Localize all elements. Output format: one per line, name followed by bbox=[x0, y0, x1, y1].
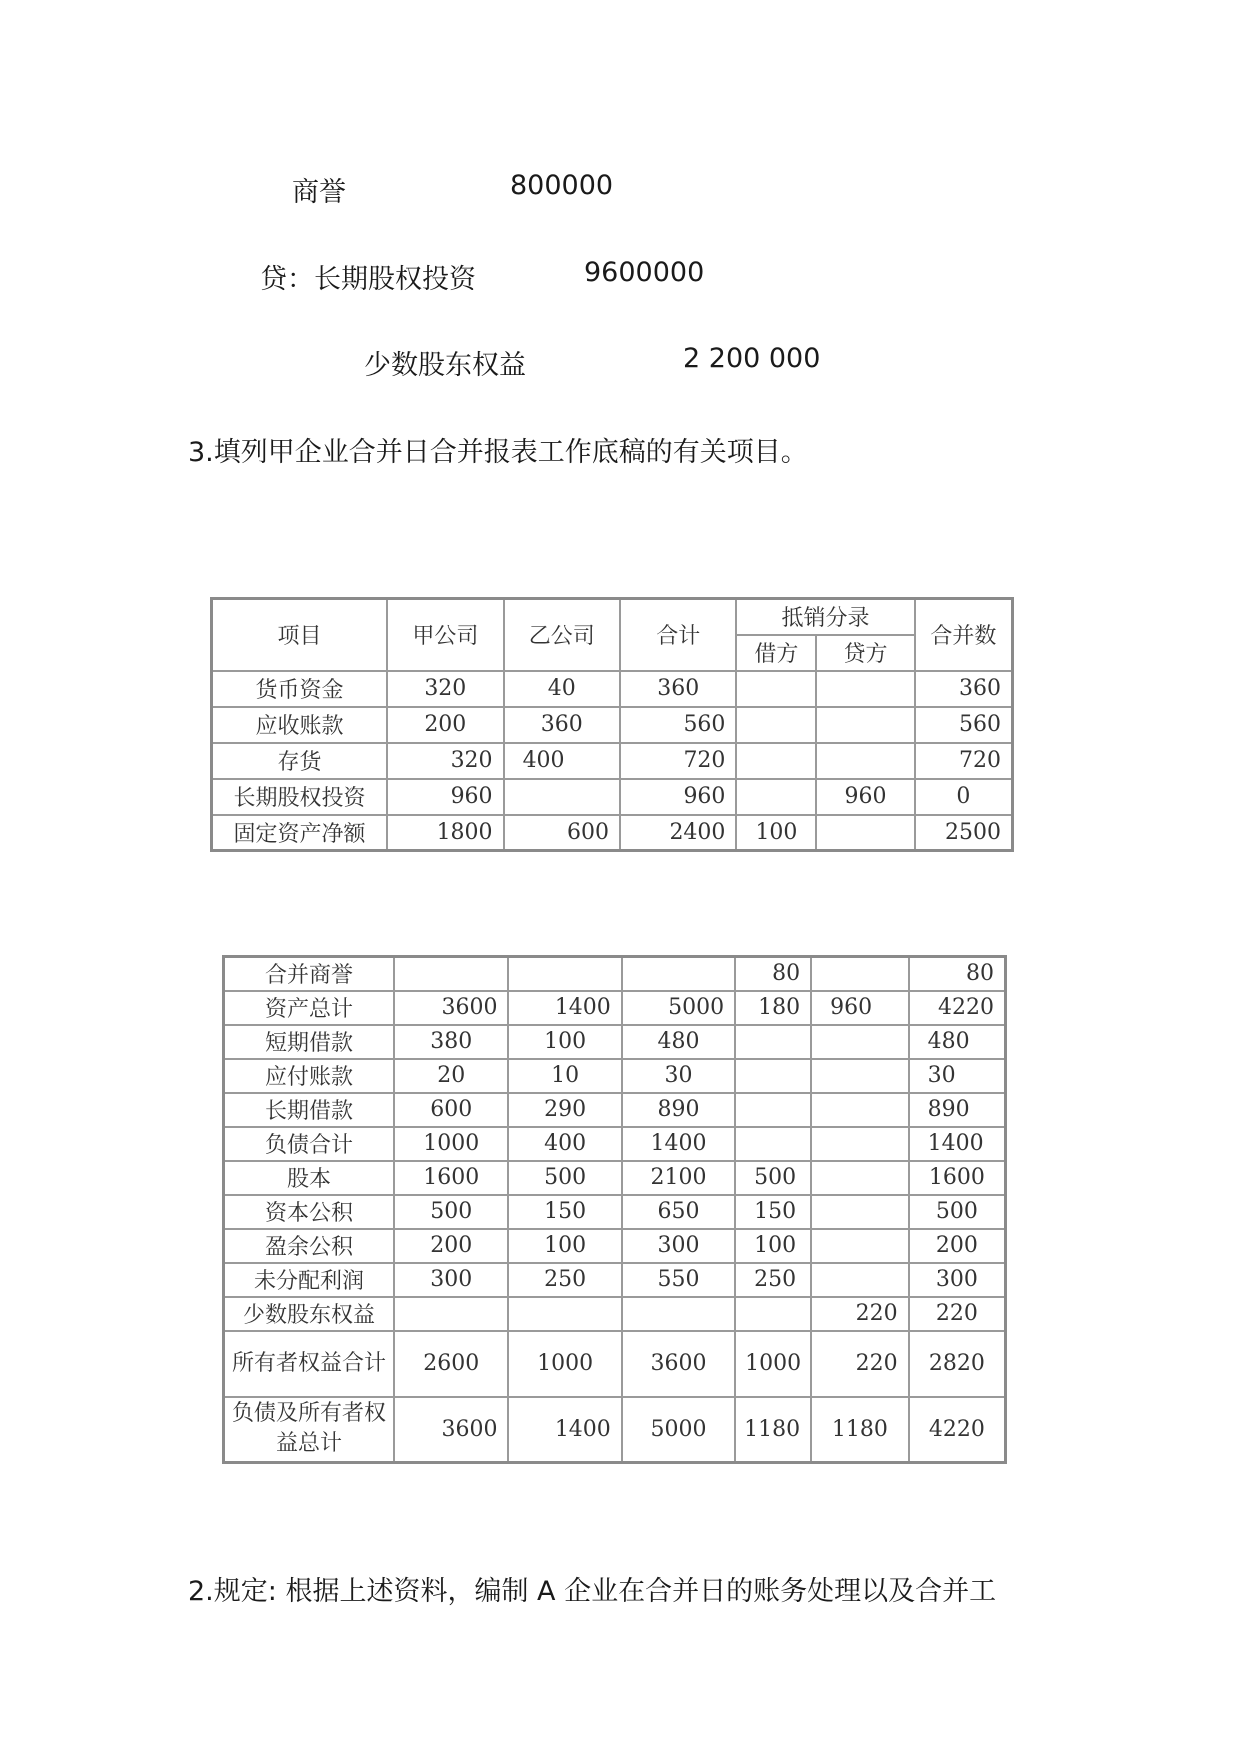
row-label-cell: 未分配利润 bbox=[224, 1263, 395, 1297]
header-company-a: 甲公司 bbox=[387, 599, 503, 671]
value-cell: 400 bbox=[504, 743, 620, 779]
table-row bbox=[212, 671, 1013, 707]
value-cell: 220 bbox=[811, 1297, 909, 1331]
value-cell: 890 bbox=[909, 1093, 1006, 1127]
value-cell bbox=[811, 1161, 909, 1195]
value-cell bbox=[811, 1195, 909, 1229]
credit-lti-amount: 9600000 bbox=[584, 257, 705, 288]
value-cell: 1600 bbox=[909, 1161, 1006, 1195]
value-cell bbox=[622, 957, 735, 991]
value-cell: 30 bbox=[909, 1059, 1006, 1093]
value-cell: 100 bbox=[508, 1229, 621, 1263]
value-cell bbox=[394, 957, 508, 991]
value-cell bbox=[816, 815, 914, 851]
value-cell: 180 bbox=[735, 991, 811, 1025]
value-cell: 500 bbox=[735, 1161, 811, 1195]
table-row bbox=[224, 1229, 1006, 1263]
value-cell: 2600 bbox=[394, 1331, 508, 1397]
row-label-cell: 固定资产净额 bbox=[212, 815, 388, 851]
value-cell bbox=[735, 1025, 811, 1059]
worksheet-table-bottom bbox=[222, 955, 1007, 1464]
value-cell: 720 bbox=[915, 743, 1013, 779]
value-cell: 320 bbox=[387, 743, 503, 779]
value-cell: 1180 bbox=[811, 1397, 909, 1463]
value-cell: 200 bbox=[394, 1229, 508, 1263]
goodwill-label: 商誉 bbox=[292, 177, 346, 208]
table-row bbox=[224, 1127, 1006, 1161]
value-cell: 200 bbox=[909, 1229, 1006, 1263]
value-cell: 960 bbox=[620, 779, 736, 815]
table-row bbox=[224, 1025, 1006, 1059]
value-cell bbox=[816, 671, 914, 707]
value-cell bbox=[508, 957, 621, 991]
value-cell: 80 bbox=[735, 957, 811, 991]
value-cell: 360 bbox=[620, 671, 736, 707]
table-row bbox=[212, 815, 1013, 851]
value-cell bbox=[811, 1229, 909, 1263]
value-cell bbox=[736, 779, 816, 815]
value-cell: 3600 bbox=[394, 1397, 508, 1463]
value-cell bbox=[736, 671, 816, 707]
value-cell: 20 bbox=[394, 1059, 508, 1093]
table-row bbox=[224, 1093, 1006, 1127]
value-cell: 1400 bbox=[622, 1127, 735, 1161]
header-total: 合计 bbox=[620, 599, 736, 671]
header-debit: 借方 bbox=[736, 635, 816, 671]
value-cell: 80 bbox=[909, 957, 1006, 991]
value-cell: 480 bbox=[622, 1025, 735, 1059]
value-cell: 300 bbox=[909, 1263, 1006, 1297]
value-cell bbox=[811, 1059, 909, 1093]
value-cell: 960 bbox=[387, 779, 503, 815]
value-cell: 480 bbox=[909, 1025, 1006, 1059]
row-label-cell: 应付账款 bbox=[224, 1059, 395, 1093]
value-cell bbox=[816, 743, 914, 779]
minority-label: 少数股东权益 bbox=[364, 350, 526, 381]
value-cell bbox=[735, 1127, 811, 1161]
value-cell: 100 bbox=[508, 1025, 621, 1059]
value-cell: 100 bbox=[736, 815, 816, 851]
value-cell: 2500 bbox=[915, 815, 1013, 851]
credit-lti-label: 贷：长期股权投资 bbox=[260, 264, 476, 295]
row-label-cell: 负债及所有者权益总计 bbox=[224, 1397, 395, 1463]
value-cell: 150 bbox=[508, 1195, 621, 1229]
value-cell: 1600 bbox=[394, 1161, 508, 1195]
instruction-3: 3.填列甲企业合并日合并报表工作底稿的有关项目。 bbox=[188, 437, 808, 468]
value-cell bbox=[735, 1297, 811, 1331]
table-row bbox=[224, 1195, 1006, 1229]
header-company-b: 乙公司 bbox=[504, 599, 620, 671]
value-cell bbox=[811, 1127, 909, 1161]
table-row bbox=[212, 707, 1013, 743]
value-cell: 290 bbox=[508, 1093, 621, 1127]
value-cell bbox=[394, 1297, 508, 1331]
value-cell: 10 bbox=[508, 1059, 621, 1093]
value-cell: 380 bbox=[394, 1025, 508, 1059]
value-cell: 320 bbox=[387, 671, 503, 707]
table-row bbox=[224, 1059, 1006, 1093]
table-row bbox=[224, 991, 1006, 1025]
header-credit: 贷方 bbox=[816, 635, 914, 671]
row-label-cell: 长期借款 bbox=[224, 1093, 395, 1127]
table-row bbox=[224, 957, 1006, 991]
table-row bbox=[224, 1297, 1006, 1331]
row-label-cell: 负债合计 bbox=[224, 1127, 395, 1161]
value-cell: 960 bbox=[816, 779, 914, 815]
value-cell: 1400 bbox=[508, 1397, 621, 1463]
value-cell: 360 bbox=[504, 707, 620, 743]
value-cell bbox=[816, 707, 914, 743]
value-cell: 560 bbox=[620, 707, 736, 743]
value-cell: 960 bbox=[811, 991, 909, 1025]
minority-amount: 2 200 000 bbox=[683, 343, 821, 374]
value-cell: 1180 bbox=[735, 1397, 811, 1463]
table-row bbox=[224, 1331, 1006, 1397]
value-cell bbox=[811, 957, 909, 991]
value-cell: 5000 bbox=[622, 1397, 735, 1463]
table-row bbox=[224, 1161, 1006, 1195]
header-consolidated: 合并数 bbox=[915, 599, 1013, 671]
value-cell: 720 bbox=[620, 743, 736, 779]
value-cell: 300 bbox=[394, 1263, 508, 1297]
goodwill-amount: 800000 bbox=[510, 170, 614, 201]
value-cell: 1400 bbox=[508, 991, 621, 1025]
value-cell bbox=[504, 779, 620, 815]
value-cell bbox=[508, 1297, 621, 1331]
value-cell: 360 bbox=[915, 671, 1013, 707]
row-label-cell: 应收账款 bbox=[212, 707, 388, 743]
value-cell: 250 bbox=[508, 1263, 621, 1297]
table-row bbox=[212, 779, 1013, 815]
table-row bbox=[224, 1397, 1006, 1463]
value-cell: 3600 bbox=[394, 991, 508, 1025]
value-cell bbox=[811, 1263, 909, 1297]
value-cell: 500 bbox=[394, 1195, 508, 1229]
value-cell: 3600 bbox=[622, 1331, 735, 1397]
row-label-cell: 货币资金 bbox=[212, 671, 388, 707]
value-cell: 1800 bbox=[387, 815, 503, 851]
row-label-cell: 合并商誉 bbox=[224, 957, 395, 991]
row-label-cell: 资本公积 bbox=[224, 1195, 395, 1229]
value-cell: 600 bbox=[394, 1093, 508, 1127]
value-cell: 600 bbox=[504, 815, 620, 851]
value-cell: 1000 bbox=[394, 1127, 508, 1161]
worksheet-table-top bbox=[210, 597, 1014, 852]
value-cell: 300 bbox=[622, 1229, 735, 1263]
value-cell bbox=[622, 1297, 735, 1331]
header-item: 项目 bbox=[212, 599, 388, 671]
value-cell: 1000 bbox=[735, 1331, 811, 1397]
value-cell: 150 bbox=[735, 1195, 811, 1229]
row-label-cell: 所有者权益合计 bbox=[224, 1331, 395, 1397]
value-cell: 40 bbox=[504, 671, 620, 707]
value-cell: 30 bbox=[622, 1059, 735, 1093]
value-cell: 5000 bbox=[622, 991, 735, 1025]
row-label-cell: 少数股东权益 bbox=[224, 1297, 395, 1331]
instruction-2: 2.规定: 根据上述资料，编制 A 企业在合并日的账务处理以及合并工 bbox=[188, 1576, 997, 1607]
value-cell bbox=[736, 707, 816, 743]
value-cell: 220 bbox=[811, 1331, 909, 1397]
value-cell: 500 bbox=[508, 1161, 621, 1195]
row-label-cell: 存货 bbox=[212, 743, 388, 779]
row-label-cell: 长期股权投资 bbox=[212, 779, 388, 815]
value-cell: 1400 bbox=[909, 1127, 1006, 1161]
value-cell: 0 bbox=[915, 779, 1013, 815]
table-row bbox=[224, 1263, 1006, 1297]
value-cell: 890 bbox=[622, 1093, 735, 1127]
value-cell: 560 bbox=[915, 707, 1013, 743]
value-cell: 1000 bbox=[508, 1331, 621, 1397]
row-label-cell: 股本 bbox=[224, 1161, 395, 1195]
value-cell bbox=[735, 1093, 811, 1127]
value-cell: 200 bbox=[387, 707, 503, 743]
table-row bbox=[212, 743, 1013, 779]
value-cell: 2820 bbox=[909, 1331, 1006, 1397]
value-cell bbox=[735, 1059, 811, 1093]
value-cell bbox=[811, 1093, 909, 1127]
value-cell: 4220 bbox=[909, 991, 1006, 1025]
value-cell bbox=[811, 1025, 909, 1059]
value-cell: 500 bbox=[909, 1195, 1006, 1229]
value-cell bbox=[736, 743, 816, 779]
row-label-cell: 短期借款 bbox=[224, 1025, 395, 1059]
row-label-cell: 盈余公积 bbox=[224, 1229, 395, 1263]
row-label-cell: 资产总计 bbox=[224, 991, 395, 1025]
value-cell: 4220 bbox=[909, 1397, 1006, 1463]
value-cell: 2100 bbox=[622, 1161, 735, 1195]
value-cell: 100 bbox=[735, 1229, 811, 1263]
header-elimination: 抵销分录 bbox=[736, 599, 914, 635]
value-cell: 2400 bbox=[620, 815, 736, 851]
value-cell: 220 bbox=[909, 1297, 1006, 1331]
value-cell: 400 bbox=[508, 1127, 621, 1161]
value-cell: 250 bbox=[735, 1263, 811, 1297]
value-cell: 650 bbox=[622, 1195, 735, 1229]
value-cell: 550 bbox=[622, 1263, 735, 1297]
